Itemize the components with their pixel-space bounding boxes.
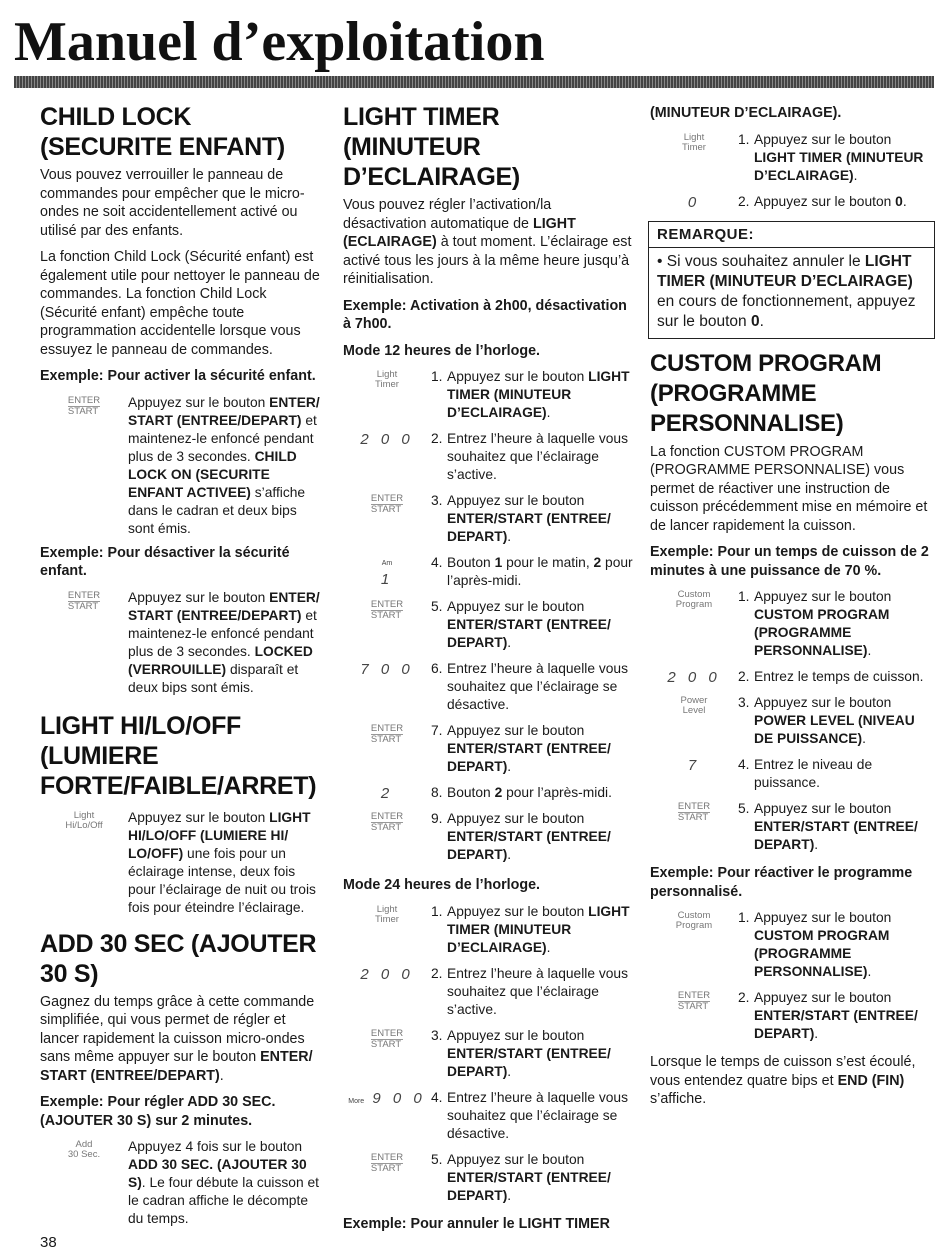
paragraph: Vous pouvez régler l’activation/la désactivation automatique de LIGHT (ECLAIRAGE) à tout moment. L’éclairage est activé tous les jours à la même heure jusqu’à réinitialisation. xyxy=(343,197,632,287)
display-digits: Am 1 xyxy=(380,560,394,588)
example-heading: Exemple: Pour désactiver la sécurité enfant. xyxy=(40,544,290,579)
step: ENTER START 5. Appuyez sur le bouton ENTER/START (ENTREE/ DEPART). xyxy=(343,1151,635,1205)
step: ENTER START Appuyez sur le bouton ENTER/ START (ENTREE/DEPART) et maintenez-le enfoncé pendant plus de 3 secondes. CHILD LOCK ON (SECURITE ENFANT ACTIVEE) s’affiche dans le cadran et deux bips sont émis. xyxy=(40,394,322,538)
paragraph: Gagnez du temps grâce à cette commande simplifiée, qui vous permet de régler et lancer rapidement la cuisson micro-ondes sans même appuyer sur le bouton ENTER/ START (ENTREE/DEPART). xyxy=(40,993,315,1084)
enter-start-icon: ENTER START xyxy=(677,801,711,823)
custom-program-icon: Custom Program xyxy=(675,910,713,931)
example-heading: Exemple: Pour activer la sécurité enfant. xyxy=(40,368,316,384)
heading-light-timer: LIGHT TIMER (MINUTEUR D’ECLAIRAGE) xyxy=(343,103,520,191)
continued-heading: (MINUTEUR D’ECLAIRAGE). xyxy=(650,105,842,121)
display-digits: 7 0 0 xyxy=(360,661,414,678)
display-digits: 2 xyxy=(380,785,394,802)
power-level-icon: Power Level xyxy=(680,695,708,716)
enter-start-icon: ENTER START xyxy=(370,1027,404,1050)
step: Add 30 Sec. Appuyez 4 fois sur le bouton ADD 30 SEC. (AJOUTER 30 S). Le four débute la cuisson et le cadran affiche le décompte du temps. xyxy=(40,1138,322,1228)
heading-custom-program: CUSTOM PROGRAM (PROGRAMME PERSONNALISE) xyxy=(650,349,882,437)
column-2 xyxy=(343,96,635,1241)
step: ENTER START Appuyez sur le bouton ENTER/ START (ENTREE/DEPART) et maintenez-le enfoncé pendant plus de 3 secondes. LOCKED (VERROUILLE) disparaît et deux bips sont émis. xyxy=(40,589,322,697)
page-number: 38 xyxy=(40,1234,57,1251)
step: ENTER START 5. Appuyez sur le bouton ENTER/START (ENTREE/ DEPART). xyxy=(343,598,635,652)
note-box xyxy=(648,221,935,339)
step: ENTER START 7. Appuyez sur le bouton ENTER/START (ENTREE/ DEPART). xyxy=(343,722,635,776)
step: Light Hi/Lo/Off Appuyez sur le bouton LIGHT HI/LO/OFF (LUMIERE HI/ LO/OFF) une fois pour un éclairage intense, deux fois pour l’éclairage de nuit ou trois fois pour éteindre l’éclairage. xyxy=(40,809,322,917)
page-title: Manuel d’exploitation xyxy=(14,11,545,73)
enter-start-icon: ENTER START xyxy=(370,599,404,621)
mode-heading: Mode 12 heures de l’horloge. xyxy=(343,342,541,359)
enter-start-icon: ENTER START xyxy=(370,493,404,515)
step: More 9 0 0 4. Entrez l’heure à laquelle vous souhaitez que l’éclairage se désactive. xyxy=(343,1089,635,1143)
step: ENTER START 3. Appuyez sur le bouton ENTER/START (ENTREE/ DEPART). xyxy=(343,1027,635,1081)
step: ENTER START 5. Appuyez sur le bouton ENTER/START (ENTREE/ DEPART). xyxy=(650,800,935,854)
step: Light Timer 1. Appuyez sur le bouton LIGHT TIMER (MINUTEUR D’ECLAIRAGE). xyxy=(343,368,635,422)
heading-child-lock: CHILD LOCK (SECURITE ENFANT) xyxy=(40,103,285,161)
step: Custom Program 1. Appuyez sur le bouton CUSTOM PROGRAM (PROGRAMME PERSONNALISE). xyxy=(650,909,935,981)
step: 2 0 0 2. Entrez l’heure à laquelle vous souhaitez que l’éclairage s’active. xyxy=(343,430,635,484)
display-digits: 0 xyxy=(687,193,701,211)
enter-start-icon: ENTER START xyxy=(370,811,404,833)
column-3 xyxy=(650,96,935,1117)
example-heading: Exemple: Activation à 2h00, désactivation à 7h00. xyxy=(343,297,627,332)
title-rule xyxy=(14,76,934,88)
example-heading: Exemple: Pour régler ADD 30 SEC. (AJOUTER 30 S) sur 2 minutes. xyxy=(40,1094,276,1129)
paragraph: La fonction CUSTOM PROGRAM (PROGRAMME PERSONNALISE) vous permet de réactiver une instruction de cuisson précédemment mise en mémoire et de lancer rapidement la cuisson. xyxy=(650,443,928,534)
step: ENTER START 9. Appuyez sur le bouton ENTER/START (ENTREE/ DEPART). xyxy=(343,810,635,864)
light-timer-icon: Light Timer xyxy=(375,369,399,390)
display-digits: 7 xyxy=(687,757,701,774)
enter-start-icon: ENTER START xyxy=(370,1151,404,1174)
light-timer-icon: Light Timer xyxy=(375,903,399,925)
step: Light Timer 1. Appuyez sur le bouton LIGHT TIMER (MINUTEUR D’ECLAIRAGE). xyxy=(343,903,635,957)
step: Power Level 3. Appuyez sur le bouton POWER LEVEL (NIVEAU DE PUISSANCE). xyxy=(650,694,935,748)
step: 7 0 0 6. Entrez l’heure à laquelle vous souhaitez que l’éclairage se désactive. xyxy=(343,660,635,714)
heading-add30: ADD 30 SEC (AJOUTER 30 S) xyxy=(40,929,317,988)
step: Custom Program 1. Appuyez sur le bouton CUSTOM PROGRAM (PROGRAMME PERSONNALISE). xyxy=(650,588,935,660)
light-hilo-icon: Light Hi/Lo/Off xyxy=(65,809,103,831)
display-digits: 2 0 0 xyxy=(360,965,414,983)
step: Am 1 4. Bouton 1 pour le matin, 2 pour l’après-midi. xyxy=(343,554,635,590)
example-heading: Exemple: Pour annuler le LIGHT TIMER xyxy=(343,1215,610,1232)
paragraph: Lorsque le temps de cuisson s’est écoulé, vous entendez quatre bips et END (FIN) s’affiche. xyxy=(650,1054,916,1107)
step: 2 0 0 2. Entrez le temps de cuisson. xyxy=(650,668,935,686)
example-heading: Exemple: Pour un temps de cuisson de 2 minutes à une puissance de 70 %. xyxy=(650,544,929,579)
enter-start-icon: ENTER START xyxy=(370,723,404,745)
step: ENTER START 2. Appuyez sur le bouton ENTER/START (ENTREE/ DEPART). xyxy=(650,989,935,1043)
note-title: REMARQUE: xyxy=(649,222,934,248)
light-timer-icon: Light Timer xyxy=(682,131,706,153)
paragraph: La fonction Child Lock (Sécurité enfant) est également utile pour nettoyer le panneau de commandes. La fonction Child Lock (Sécurité enfant) empêche toute programmation accidentelle lorsque vous essuyez le panneau de commandes. xyxy=(40,249,320,358)
example-heading: Exemple: Pour réactiver le programme personnalisé. xyxy=(650,865,913,900)
column-1 xyxy=(40,96,322,1234)
enter-start-icon: ENTER START xyxy=(67,394,101,417)
paragraph: Vous pouvez verrouiller le panneau de commandes pour empêcher que le micro-ondes ne soit accidentellement activé ou utilisé par des enfants. xyxy=(40,167,305,239)
custom-program-icon: Custom Program xyxy=(675,589,713,610)
enter-start-icon: ENTER START xyxy=(67,589,101,612)
enter-start-icon: ENTER START xyxy=(677,990,711,1012)
heading-light-hilo: LIGHT HI/LO/OFF (LUMIERE FORTE/FAIBLE/ARRET) xyxy=(40,711,317,800)
display-digits: More 9 0 0 xyxy=(348,1089,426,1107)
step: 7 4. Entrez le niveau de puissance. xyxy=(650,756,935,792)
step: 0 2. Appuyez sur le bouton 0. xyxy=(650,193,935,211)
note-body: • Si vous souhaitez annuler le LIGHT TIMER (MINUTEUR D’ECLAIRAGE) en cours de fonctionnement, appuyez sur le bouton 0. xyxy=(657,252,916,330)
step: Light Timer 1. Appuyez sur le bouton LIGHT TIMER (MINUTEUR D’ECLAIRAGE). xyxy=(650,131,935,185)
add-30-sec-icon: Add 30 Sec. xyxy=(67,1139,101,1160)
display-digits: 2 0 0 xyxy=(667,669,721,686)
display-digits: 2 0 0 xyxy=(360,431,414,448)
step: 2 0 0 2. Entrez l’heure à laquelle vous souhaitez que l’éclairage s’active. xyxy=(343,965,635,1019)
step: ENTER START 3. Appuyez sur le bouton ENTER/START (ENTREE/ DEPART). xyxy=(343,492,635,546)
step: 2 8. Bouton 2 pour l’après-midi. xyxy=(343,784,635,802)
mode-heading: Mode 24 heures de l’horloge. xyxy=(343,877,541,893)
